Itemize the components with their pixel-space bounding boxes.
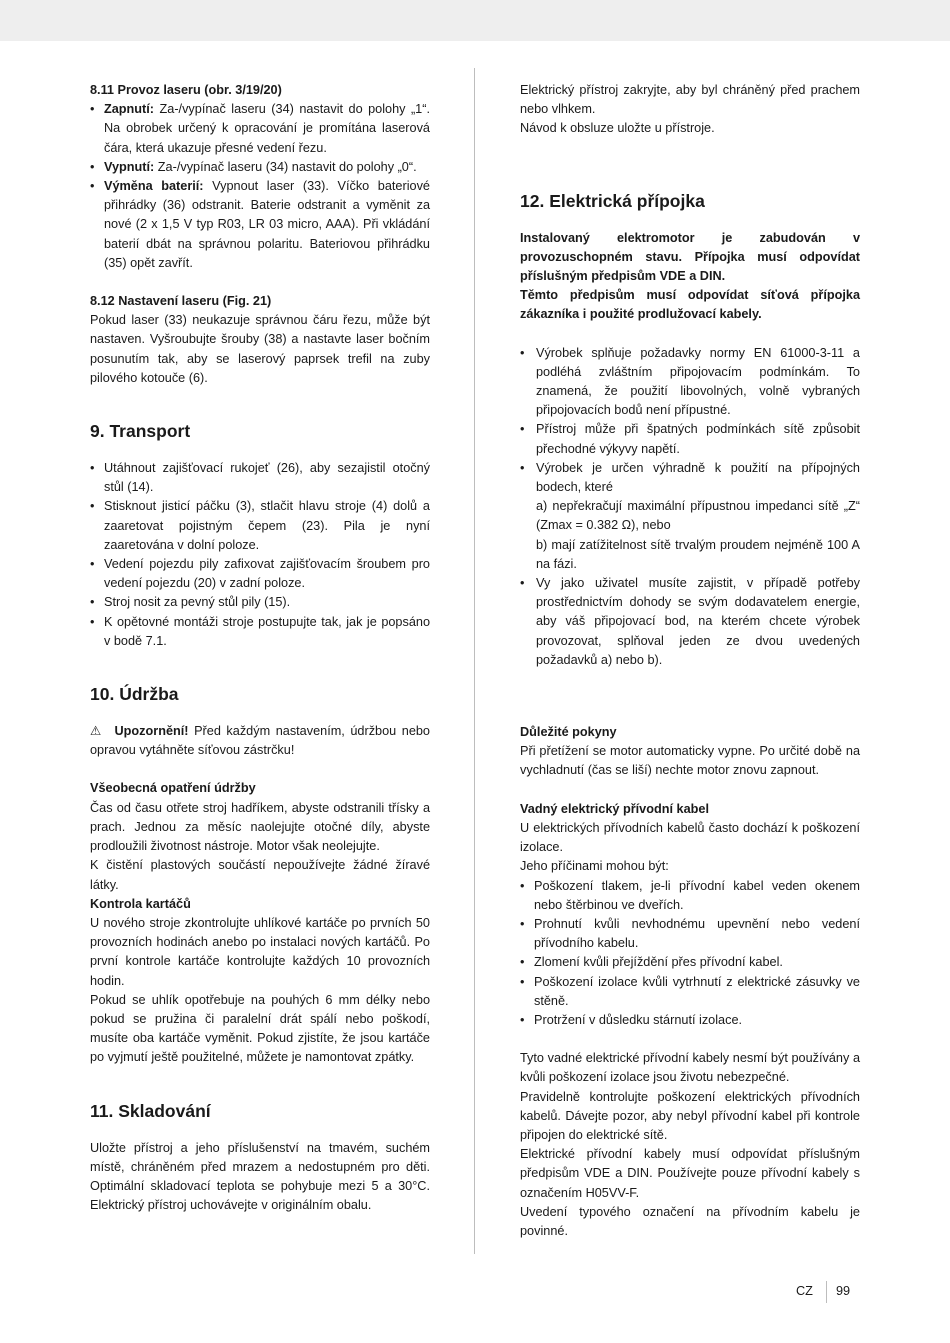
cable-text: U elektrických přívodních kabelů často dochází k poškození izolace. (520, 820, 860, 855)
cable-causes-list (520, 877, 860, 1031)
warning-paragraph (90, 722, 430, 760)
list-item (90, 158, 430, 177)
item-sub-b: b) mají zatížitelnost sítě trvalým proudem nejméně 100 A na fázi. (536, 537, 860, 571)
list-item: • Protržení v důsledku stárnutí izolace. (520, 1011, 860, 1030)
cable-paragraph: Uvedení typového označení na přívodním kabelu je povinné. (520, 1204, 860, 1238)
item-sub-a: a) nepřekračují maximální přípustnou impedanci sítě „Z“ (Zmax = 0.382 Ω), nebo (536, 499, 860, 533)
electrical-bold-text: Těmto předpisům musí odpovídat síťová přípojka zákazníka i použité prodlužovací kabely. (520, 288, 860, 322)
brushes-text: U nového stroje zkontrolujte uhlíkové kartáče po prvních 50 provozních hodinách anebo po instalaci nových kartáčů. Po první kontrole kartáče kontrolujte každých 10 provozních hodin. (90, 915, 430, 988)
cable-paragraph: Tyto vadné elektrické přívodní kabely nesmí být používány a kvůli poškození izolace jsou životu nebezpečné. (520, 1051, 860, 1085)
section-title-storage: 11. Skladování (90, 1100, 211, 1121)
item-label: Výměna baterií: (104, 179, 204, 194)
list-item: • K opětovné montáži stroje postupujte tak, jak je popsáno v bodě 7.1. (90, 613, 430, 651)
item-label: Zapnutí: (104, 102, 155, 117)
item-label: Vypnutí: (104, 159, 155, 174)
right-column (520, 81, 860, 1241)
storage-text: Uložte přístroj a jeho příslušenství na tmavém, suchém místě, chráněném před mrazem a nedostupném pro děti. Optimální skladovací teplota se pohybuje mezi 5 a 30°C. Elektrický přístroj uchovávejte v originálním obalu. (90, 1140, 430, 1213)
cable-paragraph: Pravidelně kontrolujte poškození elektrických přívodních kabelů. Dávejte pozor, aby nebyl přívodní kabel při kontrole připojen do elektrické sítě. (520, 1089, 860, 1142)
section-title-electrical: 12. Elektrická přípojka (520, 190, 705, 211)
cable-heading: Vadný elektrický přívodní kabel (520, 801, 709, 816)
column-divider (474, 68, 475, 1254)
list-item: • Poškození izolace kvůli vytrhnutí z elektrické zásuvky ve stěně. (520, 973, 860, 1011)
item-text: Za-/vypínač laseru (34) nastavit do polohy „1“. Na obrobek určený k opracování je promítána laserová čára, která ukazuje přesné vedení řezu. (104, 102, 430, 155)
top-bar (0, 0, 950, 41)
left-column (90, 81, 430, 1215)
general-maintenance-text: Čas od času otřete stroj hadříkem, abyste odstranili třísky a prach. Jednou za měsíc naolejujte otočné díly, abyste prodloužili životnost nástroje. Motor však neolejujte. (90, 800, 430, 854)
laser-adjust-text: Pokud laser (33) neukazuje správnou čáru řezu, může být nastaven. Vyšroubujte šrouby (38) a nastavte laser bočním posunutím tak, aby se laserový paprsek trefil na zuby pilového kotouče (6). (90, 313, 430, 385)
brushes-text: Pokud se uhlík opotřebuje na pouhých 6 mm délky nebo pokud se pružina či paralelní drát spálí nebo poškodí, musíte oba kartáče vyměnit. Pokud zjistíte, že jsou kartáče po vyjmutí ještě použitelné, můžete je namontovat zpátky. (90, 992, 430, 1065)
item-text: Výrobek je určen výhradně k použití na přípojných bodech, které (536, 460, 860, 495)
brushes-heading: Kontrola kartáčů (90, 896, 191, 911)
heading-8-12: 8.12 Nastavení laseru (Fig. 21) (90, 294, 272, 309)
list-item: • Vy jako uživatel musíte zajistit, v případě potřeby prostřednictvím dohody se svým dodavatelem energie, aby váš připojovací bod, na kterém chcete výrobek provozovat, splňoval jeden ze dvou uvedených požadavků a) nebo b). (520, 574, 860, 670)
list-item: • Prohnutí kvůli nevhodnému upevnění nebo vedení přívodního kabelu. (520, 915, 860, 953)
warning-triangle-icon: ⚠ (90, 724, 104, 739)
list-item (520, 459, 860, 574)
heading-8-11: 8.11 Provoz laseru (obr. 3/19/20) (90, 83, 282, 97)
list-item: • Stisknout jisticí páčku (3), stlačit hlavu stroje (4) dolů a zaaretovat pojistným čepem (23). Pila je nyní zaaretována v dolní poloze. (90, 497, 430, 555)
list-item: • Zlomení kvůli přejíždění přes přívodní kabel. (520, 953, 860, 972)
section-title-transport: 9. Transport (90, 421, 191, 442)
electrical-bold-text: Instalovaný elektromotor je zabudován v provozuschopném stavu. Přípojka musí odpovídat příslušným předpisům VDE a DIN. (520, 230, 860, 284)
intro-text: Návod k obsluze uložte u přístroje. (520, 121, 715, 136)
list-item: • Utáhnout zajišťovací rukojeť (26), aby sezajistil otočný stůl (14). (90, 459, 430, 497)
electrical-list (520, 344, 860, 670)
transport-list (90, 459, 430, 651)
warning-text: Před každým nastavením, údržbou nebo opravou vytáhněte síťovou zástrčku! (90, 724, 430, 758)
page-number: 99 (836, 1284, 851, 1298)
intro-text: Elektrický přístroj zakryjte, aby byl chráněný před prachem nebo vlhkem. (520, 83, 860, 117)
list-item: • Stroj nosit za pevný stůl pily (15). (90, 593, 430, 612)
list-item: • Vedení pojezdu pily zafixovat zajišťovacím šroubem pro vedení pojezdu (20) v zadní poloze. (90, 555, 430, 593)
list-item (90, 177, 430, 273)
item-text: Vypnout laser (33). Víčko bateriové přihrádky (36) odstranit. Baterie odstranit a vyměnit za nové (2 x 1,5 V typ R03, LR 03 micro, AAA). Při vkládání baterií dbát na správnou polaritu. Bateriovou přihrádku (35) opět zavřít. (104, 179, 430, 270)
list-item (90, 100, 430, 158)
list-item: • Přístroj může při špatných podmínkách sítě způsobit přechodné výkyvy napětí. (520, 420, 860, 458)
laser-operation-list (90, 100, 430, 273)
general-maintenance-heading: Všeobecná opatření údržby (90, 781, 256, 796)
warning-label: Upozornění! (114, 724, 189, 739)
footer-separator (826, 1281, 827, 1303)
item-text: Za-/vypínač laseru (34) nastavit do polohy „0“. (154, 159, 417, 174)
list-item: • Výrobek splňuje požadavky normy EN 61000-3-11 a podléhá zvláštním připojovacím podmínkám. To znamená, že použití libovolných, volně vybraných připojovacích bodů není přípustné. (520, 344, 860, 421)
list-item: • Poškození tlakem, je-li přívodní kabel veden okenem nebo štěrbinou ve dveřích. (520, 877, 860, 915)
cable-paragraph: Elektrické přívodní kabely musí odpovídat příslušným předpisům VDE a DIN. Používejte pouze přívodní kabely s označením H05VV-F. (520, 1147, 860, 1200)
footer-language: CZ (796, 1284, 813, 1298)
cable-text: Jeho příčinami mohou být: (520, 859, 669, 874)
important-heading: Důležité pokyny (520, 725, 617, 740)
section-title-maintenance: 10. Údržba (90, 684, 179, 705)
important-text: Při přetížení se motor automaticky vypne. Po určité době na vychladnutí (čas se liší) nechte motor znovu zapnout. (520, 744, 860, 778)
general-maintenance-text: K čistění plastových součástí nepoužívejte žádné žíravé látky. (90, 858, 430, 892)
